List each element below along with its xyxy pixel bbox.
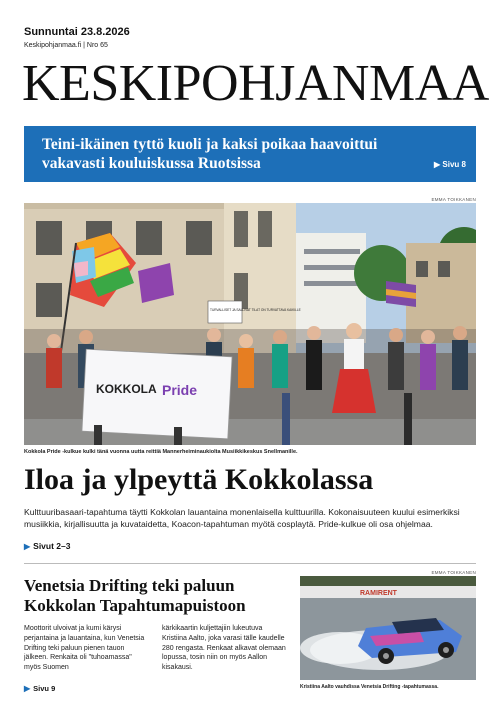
main-lede: Kulttuuribasaari-tapahtuma täytti Kokkolan lauantaina monenlaisella kulttuurilla. Kokonaisuuteen kuului esimerkiksi musiikkia, kirjallisuutta ja kuvataidetta, Koacon-tapahtuman myötä cosplaytä. Pride-kulkue oli osa ohjelmaa.: [24, 507, 460, 529]
publication-date: Sunnuntai 23.8.2026: [24, 26, 130, 38]
banner-page-ref: ▶ Sivu 8: [434, 160, 466, 169]
drift-photo-credit: EMMA TOIKKANEN: [431, 570, 476, 575]
breaking-news-banner[interactable]: [24, 126, 476, 182]
banner-headline: Teini-ikäinen tyttö kuoli ja kaksi poikaa haavoittui vakavasti kouluiskussa Ruotsissa: [42, 136, 378, 172]
photo-credit: EMMA TOIKKANEN: [431, 197, 476, 202]
banner-text-pride: Pride: [162, 382, 198, 398]
triangle-right-icon: ▶: [434, 160, 443, 169]
photo-caption: Kokkola Pride -kulkue kulki tänä vuonna uutta reittiä Mannerheiminaukiolta Musiikkikeskus Snellmanille.: [24, 449, 298, 455]
second-story-column-2: kärkikaartin kuljettajiin lukeutuva Kristiina Aalto, joka varasi tälle kaudelle 280 rengasta. Renkaat alkavat olemaan lopussa, tosin niin on myös Aallon kisakausi.: [162, 625, 286, 672]
pride-parade-photo: [24, 203, 476, 445]
second-page-ref[interactable]: ▶ Sivu 9: [24, 684, 56, 693]
section-divider: [24, 563, 476, 564]
masthead-logo[interactable]: KESKIPOHJANMAA: [22, 55, 489, 112]
drift-photo-caption: Kristiina Aalto vauhdissa Venetsia Drifting -tapahtumassa.: [300, 684, 439, 690]
second-headline[interactable]: Venetsia Drifting teki paluun Kokkolan Tapahtumapuistoon: [24, 576, 246, 615]
drifting-car-photo: [300, 576, 476, 680]
billboard-text: RAMIRENT: [360, 590, 397, 597]
main-page-ref[interactable]: ▶ Sivut 2–3: [24, 541, 71, 551]
second-story-column-1: Moottorit ulvoivat ja kumi kärysi perjantaina ja lauantaina, kun Venetsia Drifting teki paluun pienen tauon jälkeen. Renkaita oli "tuhoamassa" myös Suomen: [24, 625, 145, 672]
protest-sign-text: TURVALLISET JA SALLIVAT TILAT ON TURVATTAVA KAIKILLE: [210, 308, 301, 312]
main-headline[interactable]: Iloa ja ylpeyttä Kokkolassa: [24, 463, 374, 496]
triangle-right-icon: ▶: [24, 684, 31, 693]
issue-line: Keskipohjanmaa.fi | Nro 65: [24, 42, 108, 49]
triangle-right-icon: ▶: [24, 542, 31, 551]
banner-text-kokkola: KOKKOLA: [96, 382, 157, 396]
